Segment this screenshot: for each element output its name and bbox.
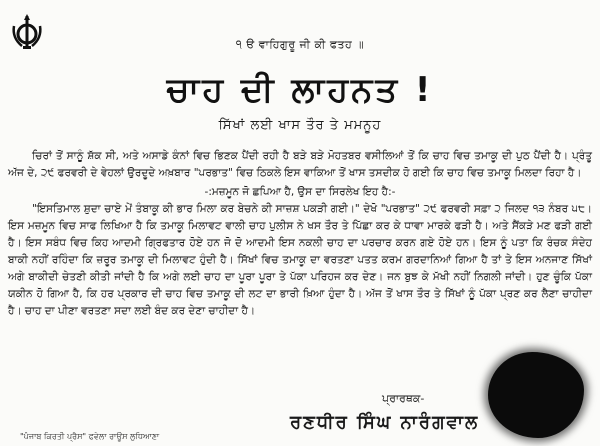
ink-blot xyxy=(488,352,584,438)
paragraph-2: "ਇਸਤਿਮਾਲ ਸ਼ੁਦਾ ਚਾਏ ਮੇਂ ਤੰਬਾਕੂ ਕੀ ਭਾਰ ਮਿਲਾ ਕਰ ਬੇਚਨੇ ਕੀ ਸਾਜ਼ਸ਼ ਪਕੜੀ ਗਈ।" ਦੇਖੋ "ਪਰਭਾਤ" ੨੯ ਫਰਵਰੀ ਸਫ਼ਾ ੨ ਜਿਲਦ ੧੩ ਨੰਬਰ ੫੮। ਇਸ ਮਜ਼ਮੂਨ ਵਿਚ ਸਾਫ ਲਿਖਿਆ ਹੈ ਕਿ ਤਮਾਕੂ ਮਿਲਾਵਟ ਵਾਲੀ ਚਾਹ ਪੁਲੀਸ ਨੇ ਖਸ ਤੌਰ ਤੇ ਪਿੱਛਾ ਕਰ ਕੇ ਧਾਵਾ ਮਾਰਕੇ ਫੜੀ ਹੈ। ਅਤੇ ਸੈਂਕੜੇ ਮਣ ਫੜੀ ਗਈ ਹੈ। ਇਸ ਸਬੰਧ ਵਿਚ ਕਿਹ ਆਦਮੀ ਗ੍ਰਿਫਤਾਰ ਹੋਏ ਹਨ ਜੋ ਦੋ ਆਦਮੀ ਇਸ ਨਕਲੀ ਚਾਹ ਦਾ ਪਰਚਾਰ ਕਰਨ ਗਏ ਹੋਏ ਹਨ। ਇਸ ਨੂੰ ਪਤਾ ਕਿ ਰੰਚਕ ਸੰਦੇਹ ਬਾਕੀ ਨਹੀਂ ਰਹਿੰਦਾ ਕਿ ਜ਼ਰੂਰ ਤਮਾਕੂ ਦੀ ਮਿਲਾਵਟ ਹੁੰਦੀ ਹੈ। ਸਿੱਖਾਂ ਵਿਚ ਤਮਾਕੂ ਦਾ ਵਰਤਣਾ ਪਤਤ ਕਰਮ ਗਰਦਾਨਿਆਂ ਗਿਆ ਹੈ ਤਾਂ ਤੇ ਇਸ ਅਨਜਾਣ ਸਿੱਖਾਂ ਅਗੇ ਬਾਕੀਦੀ ਚੇਤਣੀ ਕੀਤੀ ਜਾਂਦੀ ਹੈ ਕਿ ਅਗੇ ਲਈ ਚਾਹ ਦਾ ਪੂਰਾ ਪੂਰਾ ਤੇ ਪੱਕਾ ਪਰਿਹਜ ਕਰ ਦੇਣ। ਜਨ ਬੁਝ ਕੇ ਮੱਖੀ ਨਹੀਂ ਨਿਗਲੀ ਜਾਂਦੀ। ਹੁਣ ਚੂੰਕਿ ਪੱਕਾ ਯਕੀਨ ਹੋ ਗਿਆ ਹੈ, ਕਿ ਹਰ ਪ੍ਰਕਾਰ ਦੀ ਚਾਹ ਵਿਚ ਤਮਾਕੂ ਦੀ ਲਟ ਦਾ ਭਾਰੀ ਖ਼ਿਆ ਹੁੰਦਾ ਹੈ। ਅੱਜ ਤੋਂ ਖਾਸ ਤੌਰ ਤੇ ਸਿੱਖਾਂ ਨੂੰ ਪੱਕਾ ਪ੍ਰਣ ਕਰ ਲੈਣਾ ਚਾਹੀਦਾ ਹੈ। ਚਾਹ ਦਾ ਪੀਣਾ ਵਰਤਣਾ ਸਦਾ ਲਈ ਬੰਦ ਕਰ ਦੇਣਾ ਚਾਹੀਦਾ ਹੈ। xyxy=(8,203,592,317)
quote-intro: -:ਮਜ਼ਮੂਨ ਜੋ ਛਪਿਆ ਹੈ, ਉਸ ਦਾ ਸਿਰਲੇਖ ਇਹ ਹੈ:- xyxy=(204,186,396,198)
page-title: ਚਾਹ ਦੀ ਲਾਹਨਤ ! xyxy=(166,70,434,110)
signatory-name: ਰਣਧੀਰ ਸਿੰਘ ਨਾਰੰਗਵਾਲ xyxy=(290,412,480,433)
press-imprint: "ਪੰਜਾਬ ਕਿਰਤੀ ਪ੍ਰੈਸ" ਫਵੇਲਾ ਰਾਊਸ ਲੁਧਿਆਣਾ xyxy=(20,432,160,441)
page-subtitle: ਸਿੱਖਾਂ ਲਈ ਖਾਸ ਤੌਰ ਤੇ ਮਮਨੂਹ xyxy=(218,118,382,133)
signature-label: ਪ੍ਰਾਰਥਕ- xyxy=(382,392,425,405)
invocation-line: ੧ ੳ ਵਾਹਿਗੁਰੂ ਜੀ ਕੀ ਫਤਹ ॥ xyxy=(235,38,365,51)
paragraph-1: ਚਿਰਾਂ ਤੋਂ ਸਾਨੂੰ ਸ਼ੱਕ ਸੀ, ਅਤੇ ਅਸਾਡੇ ਕੰਨਾਂ ਵਿਚ ਭਿਣਕ ਪੈਂਦੀ ਰਹੀ ਹੈ ਬੜੇ ਬੜੇ ਮੋਹਤਬਰ ਵਸੀਲਿਆਂ ਤੋਂ ਕਿ ਚਾਹ ਵਿਚ ਤਮਾਕੂ ਦੀ ਪੁਠ ਪੈਂਦੀ ਹੈ। ਪ੍ਰੰਤੂ ਅੱਜ ਦੇ, ੨੯ ਫਰਵਰੀ ਦੇ ਵੇਹਲਾਂ ਉਰਦੂਦੇ ਅਖ਼ਬਾਰ "ਪਰਭਾਤ" ਵਿਚ ਠਿਕਲੇ ਇਸ ਵਾਕਿਆ ਤੋਂ ਖਾਸ ਤਸਦੀਕ ਹੋ ਗਈ ਕਿ ਚਾਹ ਵਿਚ ਤਮਾਕੂ ਮਿਲਦਾ ਰਿਹਾ ਹੈ। xyxy=(8,150,592,179)
body-text xyxy=(8,148,592,322)
